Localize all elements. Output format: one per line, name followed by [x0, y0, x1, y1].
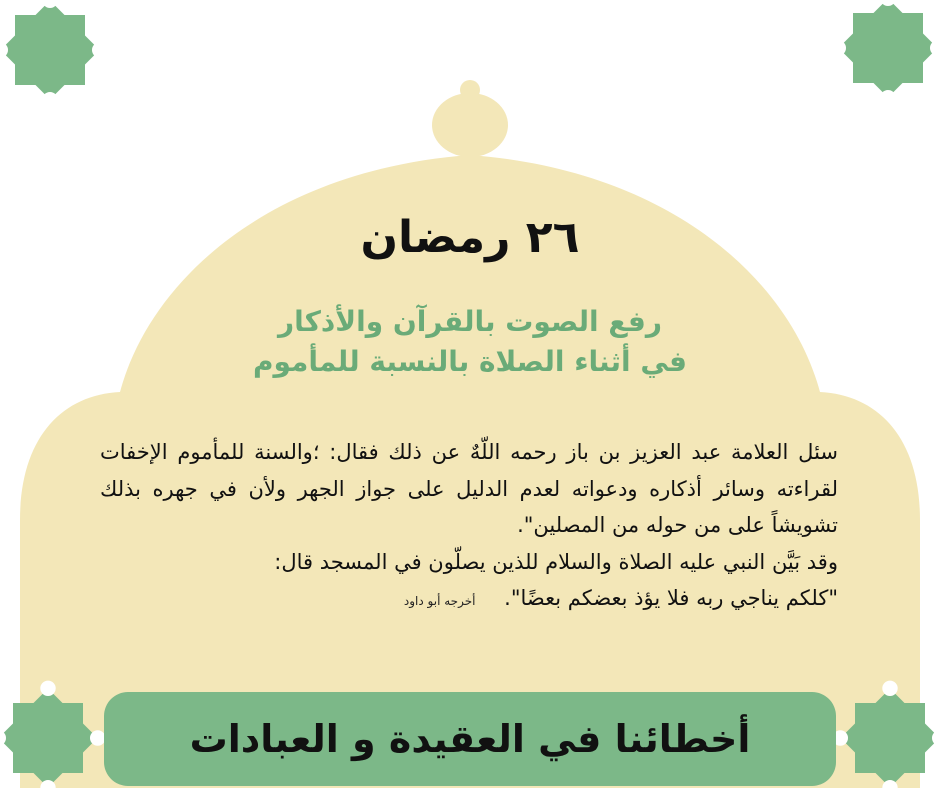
hadith-quote-line	[100, 580, 838, 620]
banner-title: أخطائنا في العقيدة و العبادات	[189, 717, 751, 761]
paragraph-hadith-intro: وقد بَيَّن النبي عليه الصلاة والسلام للذين يصلّون في المسجد قال:	[274, 549, 838, 574]
paragraph-fatwa: سئل العلامة عبد العزيز بن باز رحمه اللّهٌ عن ذلك فقال: ؛والسنة للمأموم الإخفات لقراءته وسائر أذكاره ودعواته لعدم الدليل على جواز الجهر ولأن في جهره بذلك تشويشاً على من حوله من المصلين".	[100, 440, 838, 537]
hadith-quote: "كلكم يناجي ربه فلا يؤذ بعضكم بعضًا".	[504, 586, 838, 610]
topic-heading-line-2: في أثناء الصلاة بالنسبة للمأموم	[252, 345, 688, 378]
page-title: ٢٦ رمضان	[360, 212, 580, 263]
topic-heading-line-1: رفع الصوت بالقرآن والأذكار	[278, 305, 662, 338]
article-body	[100, 434, 838, 620]
hadith-source: أخرجه أبو داود	[403, 594, 476, 608]
topic-heading	[200, 302, 740, 382]
